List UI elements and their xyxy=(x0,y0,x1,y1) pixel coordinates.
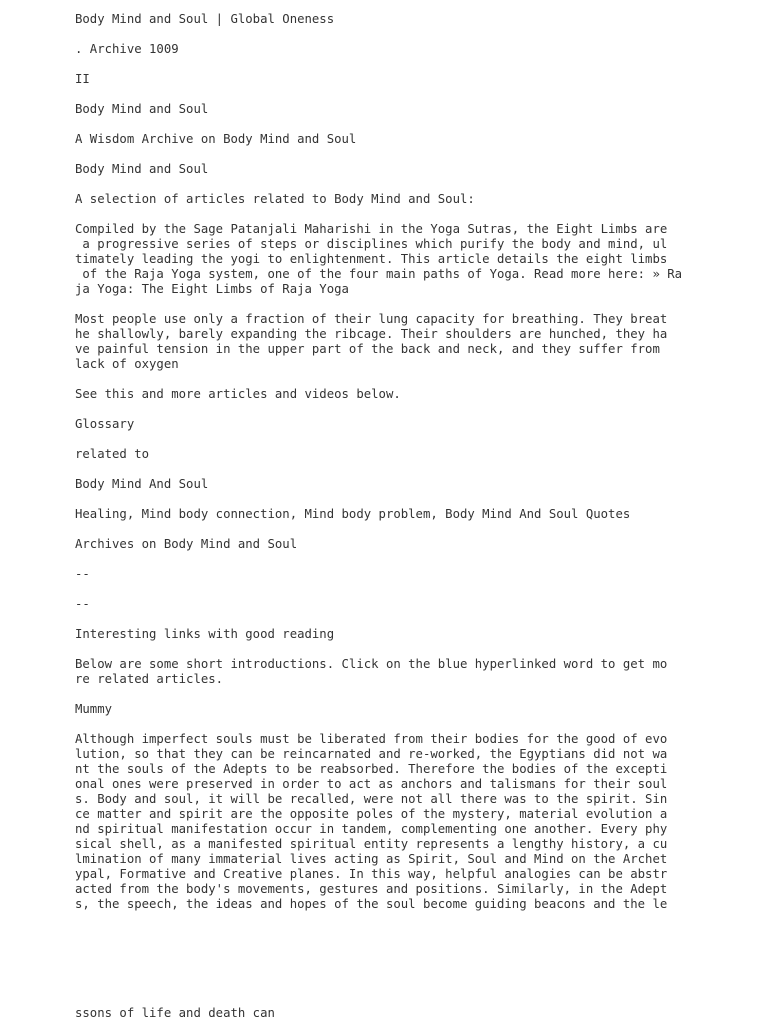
paragraph xyxy=(75,387,715,402)
text-line: nt the souls of the Adepts to be reabsorbed. Therefore the bodies of the excepti xyxy=(75,762,668,776)
text-line: re related articles. xyxy=(75,672,224,686)
text-line: s. Body and soul, it will be recalled, were not all there was to the spirit. Sin xyxy=(75,792,668,806)
paragraph xyxy=(75,567,715,582)
text-line: Body Mind And Soul xyxy=(75,477,209,491)
text-line: Body Mind and Soul xyxy=(75,102,209,116)
paragraph xyxy=(75,72,715,87)
paragraph xyxy=(75,507,715,522)
text-line: . Archive 1009 xyxy=(75,42,179,56)
paragraph xyxy=(75,192,715,207)
paragraph xyxy=(75,447,715,462)
paragraph xyxy=(75,417,715,432)
paragraph xyxy=(75,477,715,492)
text-line: of the Raja Yoga system, one of the four main paths of Yoga. Read more here: » Ra xyxy=(75,267,683,281)
text-line: s, the speech, the ideas and hopes of the soul become guiding beacons and the le xyxy=(75,897,668,911)
text-line: -- xyxy=(75,597,90,611)
text-line: A Wisdom Archive on Body Mind and Soul xyxy=(75,132,357,146)
text-line: nd spiritual manifestation occur in tandem, complementing one another. Every phy xyxy=(75,822,668,836)
text-line: timately leading the yogi to enlightenment. This article details the eight limbs xyxy=(75,252,668,266)
paragraph xyxy=(75,597,715,612)
paragraph xyxy=(75,627,715,642)
paragraph xyxy=(75,537,715,552)
text-line: Interesting links with good reading xyxy=(75,627,335,641)
text-line: related to xyxy=(75,447,150,461)
text-line: II xyxy=(75,72,90,86)
paragraph xyxy=(75,312,715,372)
paragraph xyxy=(75,702,715,717)
text-line: Archives on Body Mind and Soul xyxy=(75,537,298,551)
text-line: A selection of articles related to Body Mind and Soul: xyxy=(75,192,475,206)
text-line: onal ones were preserved in order to act as anchors and talismans for their soul xyxy=(75,777,668,791)
text-line: Glossary xyxy=(75,417,135,431)
text-line: Mummy xyxy=(75,702,113,716)
paragraph xyxy=(75,102,715,117)
text-line: sical shell, as a manifested spiritual entity represents a lengthy history, a cu xyxy=(75,837,668,851)
continued-text-line: ssons of life and death can xyxy=(75,1006,275,1020)
paragraph xyxy=(75,162,715,177)
text-line: -- xyxy=(75,567,90,581)
text-line: See this and more articles and videos below. xyxy=(75,387,401,401)
text-line: ypal, Formative and Creative planes. In this way, helpful analogies can be abstr xyxy=(75,867,668,881)
text-line: ce matter and spirit are the opposite poles of the mystery, material evolution a xyxy=(75,807,668,821)
paragraph xyxy=(75,12,715,27)
text-line: he shallowly, barely expanding the ribcage. Their shoulders are hunched, they ha xyxy=(75,327,668,341)
text-line: Although imperfect souls must be liberated from their bodies for the good of evo xyxy=(75,732,668,746)
text-line: Healing, Mind body connection, Mind body problem, Body Mind And Soul Quotes xyxy=(75,507,631,521)
text-line: lmination of many immaterial lives acting as Spirit, Soul and Mind on the Archet xyxy=(75,852,668,866)
text-line: Compiled by the Sage Patanjali Maharishi in the Yoga Sutras, the Eight Limbs are xyxy=(75,222,668,236)
text-line: a progressive series of steps or disciplines which purify the body and mind, ul xyxy=(75,237,668,251)
text-line: Body Mind and Soul | Global Oneness xyxy=(75,12,335,26)
text-line: Most people use only a fraction of their lung capacity for breathing. They breat xyxy=(75,312,668,326)
paragraph xyxy=(75,732,715,912)
text-line: ja Yoga: The Eight Limbs of Raja Yoga xyxy=(75,282,349,296)
text-line: acted from the body's movements, gestures and positions. Similarly, in the Adept xyxy=(75,882,668,896)
text-line: lution, so that they can be reincarnated and re-worked, the Egyptians did not wa xyxy=(75,747,668,761)
paragraph xyxy=(75,132,715,147)
paragraph xyxy=(75,657,715,687)
text-line: lack of oxygen xyxy=(75,357,179,371)
text-line: ve painful tension in the upper part of the back and neck, and they suffer from xyxy=(75,342,660,356)
text-line: Body Mind and Soul xyxy=(75,162,209,176)
text-line: Below are some short introductions. Click on the blue hyperlinked word to get mo xyxy=(75,657,668,671)
paragraph xyxy=(75,222,715,297)
document-body xyxy=(75,12,715,927)
paragraph xyxy=(75,42,715,57)
